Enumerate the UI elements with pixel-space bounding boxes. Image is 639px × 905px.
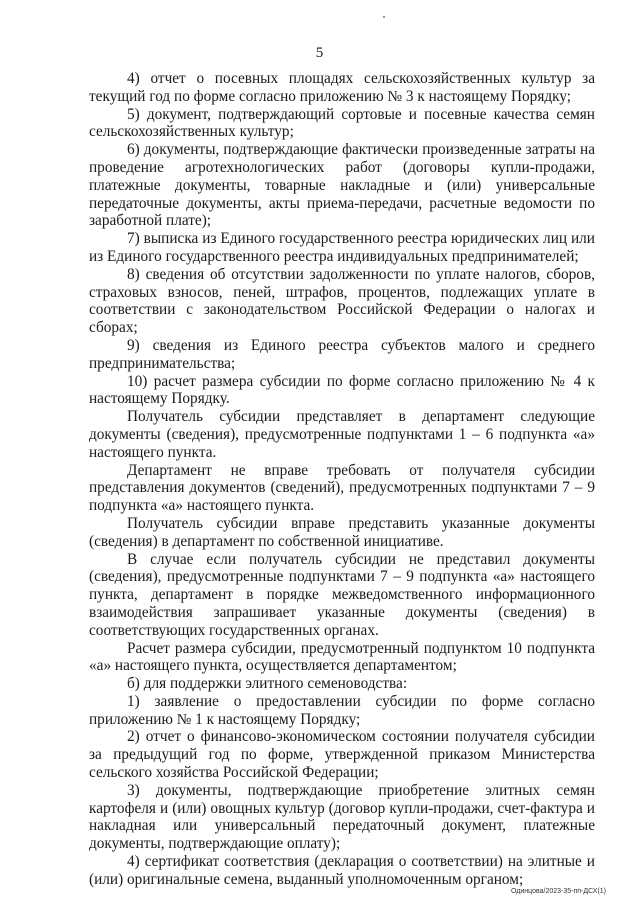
paragraph: 4) отчет о посевных площадях сельскохозяйственных культур за текущий год по форме согласно приложению № 3 к настоящему Порядку; <box>89 70 595 105</box>
paragraph: Расчет размера субсидии, предусмотренный подпунктом 10 подпункта «а» настоящего пункта, осуществляется департаментом; <box>89 639 595 675</box>
paragraph: 9) сведения из Единого реестра субъектов малого и среднего предпринимательства; <box>89 336 595 372</box>
paragraph: 8) сведения об отсутствии задолженности по уплате налогов, сборов, страховых взносов, пеней, штрафов, процентов, подлежащих уплате в соответствии с законодательством Российской Федерации о налогах и сборах; <box>89 265 595 337</box>
page-number: 5 <box>315 45 324 61</box>
paragraph: 4) сертификат соответствия (декларация о соответствии) на элитные и (или) оригинальные семена, выданный уполномоченным органом; <box>89 853 595 888</box>
footer-stamp: Одинцова/2023-35-пп-ДСХ(1) <box>510 888 606 895</box>
paragraph: 1) заявление о предоставлении субсидии по форме согласно приложению № 1 к настоящему Порядку; <box>89 692 595 728</box>
scan-speck <box>383 16 385 18</box>
paragraph: Департамент не вправе требовать от получателя субсидии представления документов (сведений), предусмотренных подпунктами 7 – 9 подпункта «а» настоящего пункта. <box>89 461 595 515</box>
paragraph: 7) выписка из Единого государственного реестра юридических лиц или из Единого государственного реестра индивидуальных предпринимателей; <box>89 230 595 265</box>
paragraph: 2) отчет о финансово-экономическом состоянии получателя субсидии за предыдущий год по форме, утвержденной приказом Министерства сельского хозяйства Российской Федерации; <box>89 728 595 782</box>
paragraph: 5) документ, подтверждающий сортовые и посевные качества семян сельскохозяйственных культур; <box>89 105 595 141</box>
paragraph: б) для поддержки элитного семеноводства: <box>127 675 408 693</box>
paragraph: 3) документы, подтверждающие приобретение элитных семян картофеля и (или) овощных культур (договор купли-продажи, счет-фактура и накладная или универсальный передаточный документ, платежные документы, подтверждающие оплату); <box>89 781 595 853</box>
paragraph: Получатель субсидии представляет в департамент следующие документы (сведения), предусмотренные подпунктами 1 – 6 подпункта «а» настоящего пункта. <box>89 408 595 461</box>
paragraph: Получатель субсидии вправе представить указанные документы (сведения) в департамент по собственной инициативе. <box>89 514 595 550</box>
paragraph: 10) расчет размера субсидии по форме согласно приложению № 4 к настоящему Порядку. <box>89 372 595 408</box>
paragraph: 6) документы, подтверждающие фактически произведенные затраты на проведение агротехнологических работ (договоры купли-продажи, платежные документы, товарные накладные и (или) универсальные передаточные документы, акты приема-передачи, расчетные ведомости по заработной плате); <box>89 141 595 230</box>
document-body <box>89 70 595 889</box>
paragraph: В случае если получатель субсидии не представил документы (сведения), предусмотренные подпунктами 7 – 9 подпункта «а» настоящего пункта, департамент в порядке межведомственного информационного взаимодействия запрашивает указанные документы (сведения) в соответствующих государственных органах. <box>89 550 595 639</box>
